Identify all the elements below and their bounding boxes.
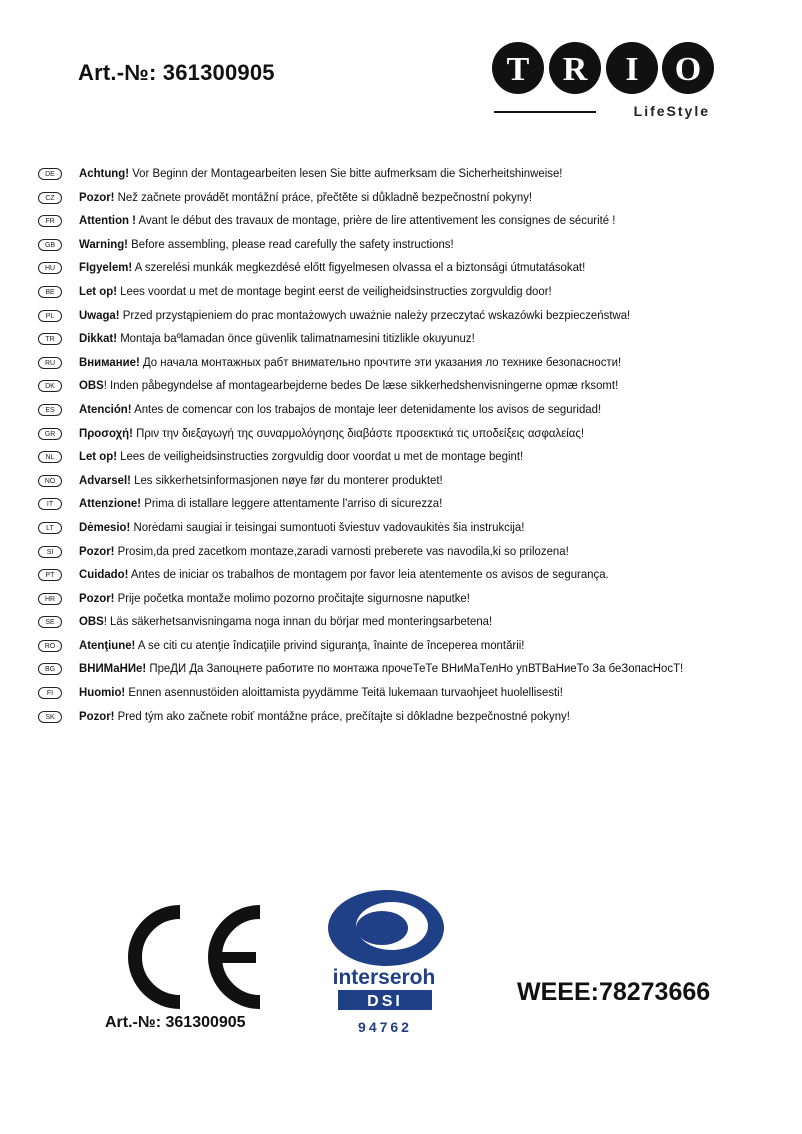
warning-heading: Huomio! [79,685,126,700]
language-code-badge: RO [38,640,62,652]
warning-heading: Pozor! [79,708,115,723]
warning-body: Przed przystąpieniem do prac montażowych uważnie należy przeczytać wskazówki bezpieczeństwa! [119,307,631,322]
warning-text [79,308,630,322]
warning-heading: Dikkat! [79,331,118,346]
warning-body: Lees voordat u met de montage begint eerst de veiligheidsinstructies zorgvuldig door! [116,283,552,298]
warning-row [38,423,798,447]
warning-heading: ВНИМаНИе! [79,661,147,676]
warning-body: Avant le début des travaux de montage, prière de lire attentivement les consignes de sécurité ! [135,213,616,228]
warning-text [79,591,470,605]
warning-body: Πριν την διεξαγωγή της συναρμολόγησης διαβάστε προσεκτικά τις υποδείξεις ασφαλείας! [132,425,585,440]
warning-heading: Внимание! [79,354,140,369]
warning-heading: Let op! [79,449,117,464]
language-code-badge: GR [38,428,62,440]
language-code-badge: SE [38,616,62,628]
language-code-badge: PL [38,310,62,322]
language-code-badge: HR [38,593,62,605]
warning-body: Prima di istallare leggere attentamente l'arriso di sicurezza! [141,496,443,511]
warning-heading: Let op! [79,283,117,298]
language-code-badge: NO [38,475,62,487]
warning-row [38,328,798,352]
warning-text [79,449,523,463]
warning-text [79,237,454,251]
language-code-badge: FR [38,215,62,227]
logo-letter-i: I [625,51,639,88]
warning-row [38,163,798,187]
warning-row [38,187,798,211]
warning-row [38,658,798,682]
logo-letter-r: R [562,51,588,88]
warning-text [79,685,563,699]
language-code-badge: BG [38,663,62,675]
warning-text [79,709,570,723]
safety-warning-list [38,163,798,729]
warning-heading: Attention ! [79,213,136,228]
warning-row [38,706,798,730]
warning-body: Vor Beginn der Montagearbeiten lesen Sie bitte aufmerksam die Sicherheitshinweise! [129,166,563,180]
weee-registration: WEEE:78273666 [517,978,711,1006]
warning-text [79,496,442,510]
language-code-badge: LT [38,522,62,534]
language-code-badge: SI [38,546,62,558]
warning-body: Before assembling, please read carefully the safety instructions! [127,236,454,251]
language-code-badge: DK [38,380,62,392]
warning-body: Montaja baºlamadan önce güvenlik talimatnamesini titizlikle okuyunuz! [117,331,475,346]
warning-heading: Warning! [79,236,128,251]
warning-row [38,635,798,659]
warning-body: Ennen asennustöiden aloittamista pyydämme Teitä lukemaan turvaohjeet huolellisesti! [125,685,563,700]
language-code-badge: NL [38,451,62,463]
warning-row [38,375,798,399]
warning-text [79,284,552,298]
warning-heading: Pozor! [79,189,115,204]
warning-row [38,305,798,329]
warning-heading: Pozor! [79,590,115,605]
warning-row [38,399,798,423]
warning-row [38,234,798,258]
warning-text [79,473,443,487]
warning-text [79,638,524,652]
warning-body: ! Läs säkerhetsanvisningama noga innan du börjar med monteringsarbetena! [103,614,493,629]
interseroh-brand: interseroh [332,966,436,989]
warning-body: ! Inden påbegyndelse af montagearbejderne bedes De læse sikkerhedshenvisningerne opmæ rksomt! [103,378,619,393]
warning-row [38,352,798,376]
warning-body: До начала монтажных рабт внимательно прочтите эти указания ло технике безопасности! [139,354,622,369]
warning-body: Prosim,da pred zacetkom montaze,zaradi varnosti preberete vas navodila,ki so prilozena! [114,543,569,558]
warning-row [38,470,798,494]
warning-heading: OBS [79,614,104,629]
language-code-badge: BE [38,286,62,298]
logo-tagline: LifeStyle [633,103,710,119]
warning-heading: Achtung! [79,166,130,180]
warning-body: A se citi cu atenţie îndicaţiile privind siguranţa, înainte de începerea montării! [135,637,525,652]
language-code-badge: GB [38,239,62,251]
language-code-badge: HU [38,262,62,274]
language-code-badge: RU [38,357,62,369]
warning-heading: OBS [79,378,104,393]
warning-body: A szerelési munkák megkezdésé előtt figyelmesen olvassa el a biztonsági útmutatásokat! [132,260,586,275]
warning-row [38,541,798,565]
warning-row [38,517,798,541]
warning-row [38,446,798,470]
warning-text [79,378,618,392]
ce-mark [118,902,268,1012]
language-code-badge: CZ [38,192,62,204]
warning-heading: Atenţiune! [79,637,136,652]
warning-text [79,331,475,345]
warning-heading: FIgyelem! [79,260,133,275]
warning-heading: Προσοχή! [79,425,133,440]
warning-row [38,611,798,635]
language-code-badge: DE [38,168,62,180]
warning-heading: Uwaga! [79,307,120,322]
language-code-badge: FI [38,687,62,699]
warning-text [79,426,584,440]
logo-letter-o: O [674,51,702,88]
warning-heading: Atención! [79,401,132,416]
warning-heading: Pozor! [79,543,115,558]
warning-row [38,257,798,281]
interseroh-dsi-logo [322,888,452,1043]
article-number-header: Art.-№: 361300905 [78,60,275,85]
language-code-badge: TR [38,333,62,345]
interseroh-badge: DSI [367,993,403,1010]
language-code-badge: IT [38,498,62,510]
warning-row [38,493,798,517]
warning-text [79,166,562,180]
warning-text [79,614,492,628]
warning-row [38,682,798,706]
warning-body: Norėdami saugiai ir teisingai sumontuoti šviestuv vadovaukitės šia instrukcija! [130,519,525,534]
warning-text [79,190,532,204]
warning-heading: Cuidado! [79,567,129,582]
warning-text [79,567,609,581]
warning-row [38,588,798,612]
article-number-footer: Art.-№: 361300905 [105,1014,246,1031]
language-code-badge: ES [38,404,62,416]
warning-text [79,260,585,274]
warning-body: ПреДИ Да Запоцнете работите по монтажа прочеТеТе ВНиМаТелНо упВТВаНиеТо За беЗопасНосТ! [146,661,684,676]
warning-row [38,210,798,234]
warning-body: Pred tým ako začnete robiť montážne práce, prečítajte si dôkladne bezpečnostné pokyny! [114,708,570,723]
warning-row [38,564,798,588]
warning-body: Než začnete provádět montážní práce, přečtěte si důkladně bezpečnostní pokyny! [114,189,533,204]
interseroh-number: 94762 [358,1019,412,1035]
warning-text [79,213,615,227]
warning-heading: Dėmesio! [79,519,131,534]
warning-row [38,281,798,305]
warning-body: Antes de comencar con los trabajos de montaje leer detenidamente los avisos de seguridad! [131,401,602,416]
warning-heading: Attenzione! [79,496,142,511]
warning-body: Prije početka montaže molimo pozorno pročitajte sigurnosne naputke! [114,590,470,605]
warning-text [79,355,621,369]
warning-text [79,402,601,416]
warning-text [79,661,683,675]
warning-heading: Advarsel! [79,472,131,487]
warning-text [79,544,569,558]
warning-body: Antes de iniciar os trabalhos de montagem por favor leia atentemente os avisos de segurança. [128,567,609,582]
logo-letter-t: T [506,51,530,88]
warning-text [79,520,524,534]
trio-logo [488,40,720,122]
language-code-badge: SK [38,711,62,723]
warning-body: Lees de veiligheidsinstructies zorgvuldig door voordat u met de montage begint! [116,449,524,464]
warning-body: Les sikkerhetsinformasjonen nøye før du monterer produktet! [130,472,443,487]
language-code-badge: PT [38,569,62,581]
